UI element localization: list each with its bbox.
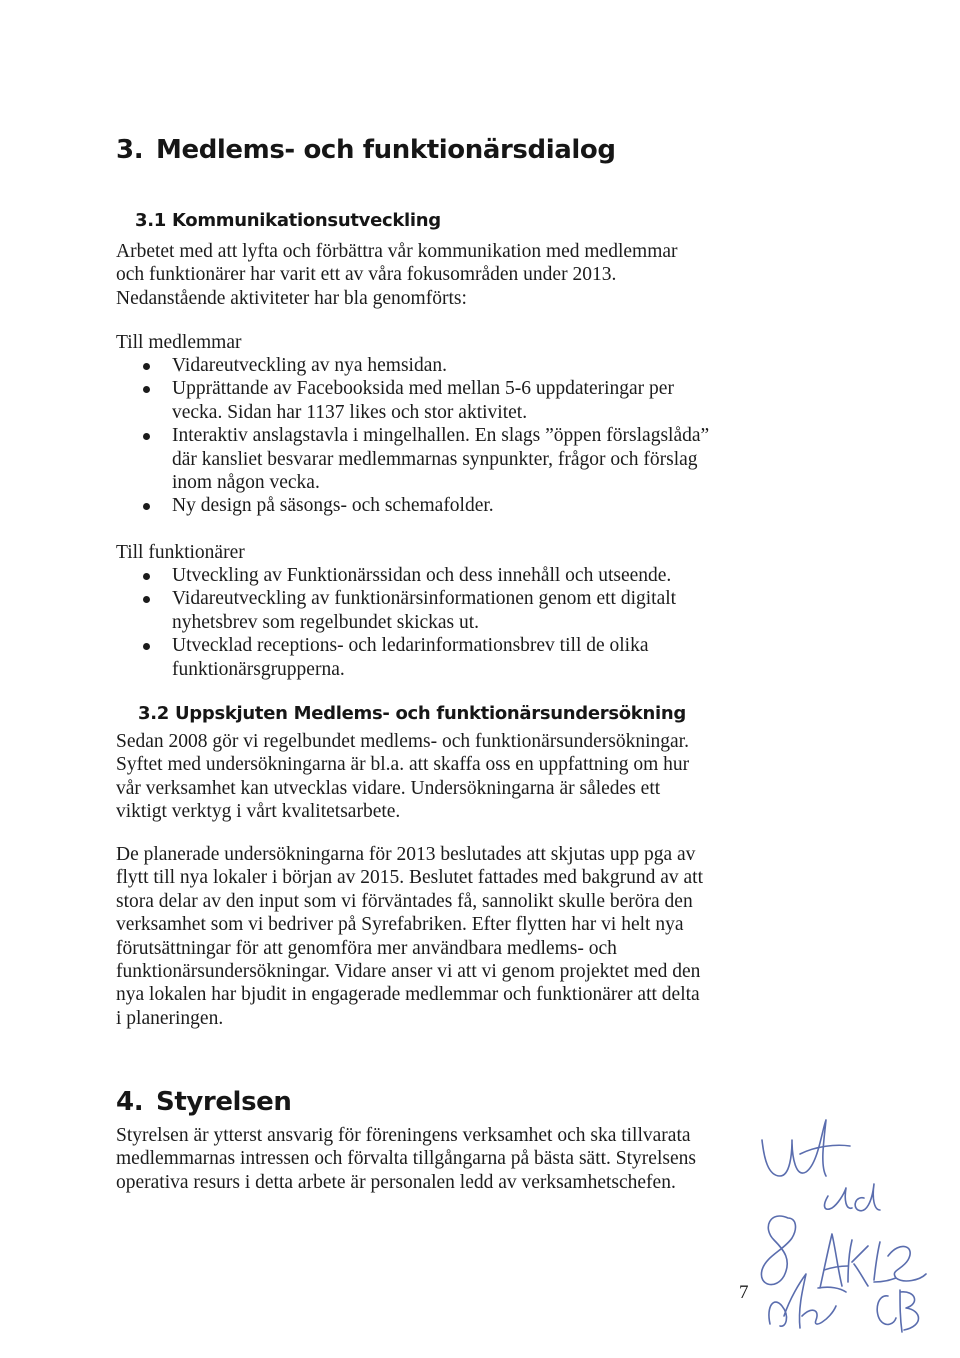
subsection-3-2-heading: 3.2 Uppskjuten Medlems- och funktionärsundersökning: [138, 703, 686, 724]
list-item-line: där kansliet besvarar medlemmarnas synpunkter, frågor och förslag: [172, 448, 698, 470]
handwritten-initials-signature: [740, 1110, 930, 1340]
subsection-3-1-intro: [116, 240, 756, 310]
members-heading: Till medlemmar: [116, 332, 242, 353]
page-number: 7: [739, 1282, 749, 1303]
members-list: [116, 354, 776, 518]
section-4-title: Styrelsen: [156, 1087, 292, 1117]
paragraph-line: stora delar av den input som vi förväntades få, sannolikt skulle beröra den: [116, 890, 693, 912]
officials-heading: Till funktionärer: [116, 542, 245, 563]
list-item: [116, 634, 776, 681]
section-3-number: 3.: [116, 135, 144, 165]
list-item: [116, 564, 776, 587]
bullet-icon: [143, 503, 150, 510]
bullet-icon: [143, 573, 150, 580]
subsection-3-1-heading: 3.1 Kommunikationsutveckling: [135, 210, 441, 231]
paragraph-line: nya lokalen har bjudit in engagerade medlemmar och funktionärer att delta: [116, 984, 700, 1006]
intro-line: Nedanstående aktiviteter har bla genomförts:: [116, 287, 467, 309]
intro-line: Arbetet med att lyfta och förbättra vår kommunikation med medlemmar: [116, 241, 678, 262]
intro-line: och funktionärer har varit ett av våra fokusområden under 2013.: [116, 264, 617, 286]
list-item: [116, 494, 776, 517]
list-item-line: vecka. Sidan har 1137 likes och stor aktivitet.: [172, 401, 528, 423]
bullet-icon: [143, 386, 150, 393]
section-4-number: 4.: [116, 1087, 144, 1117]
bullet-icon: [143, 363, 150, 370]
list-item-line: Interaktiv anslagstavla i mingelhallen. En slags ”öppen förslagslåda”: [172, 425, 710, 447]
paragraph-line: förutsättningar för att genomföra mer användbara medlems- och: [116, 937, 617, 959]
paragraph-line: vår verksamhet kan utvecklas vidare. Undersökningarna är således ett: [116, 777, 661, 799]
list-item: [116, 587, 776, 634]
paragraph-line: Sedan 2008 gör vi regelbundet medlems- och funktionärsundersökningar.: [116, 731, 689, 752]
paragraph-line: operativa resurs i detta arbete är personalen ledd av verksamhetschefen.: [116, 1171, 676, 1193]
subsection-3-2-paragraph-2: [116, 843, 756, 1030]
list-item: [116, 377, 776, 424]
list-item-line: Ny design på säsongs- och schemafolder.: [172, 495, 494, 517]
list-item-line: Vidareutveckling av nya hemsidan.: [172, 355, 447, 376]
list-item-line: Upprättande av Facebooksida med mellan 5-6 uppdateringar per: [172, 378, 674, 400]
section-4-heading: [116, 1087, 292, 1117]
list-item-line: Utveckling av Funktionärssidan och dess innehåll och utseende.: [172, 565, 672, 586]
paragraph-line: De planerade undersökningarna för 2013 beslutades att skjutas upp pga av: [116, 844, 696, 865]
list-item-line: Utvecklad receptions- och ledarinformationsbrev till de olika: [172, 635, 649, 657]
paragraph-line: viktigt verktyg i vårt kvalitetsarbete.: [116, 801, 401, 823]
section-3-title: Medlems- och funktionärsdialog: [156, 135, 616, 165]
paragraph-line: medlemmarnas intressen och förvalta tillgångarna på bästa sätt. Styrelsens: [116, 1148, 696, 1170]
bullet-icon: [143, 433, 150, 440]
list-item: [116, 424, 776, 494]
list-item-line: Vidareutveckling av funktionärsinformationen genom ett digitalt: [172, 588, 677, 610]
list-item-line: funktionärsgrupperna.: [172, 658, 345, 680]
list-item-line: nyhetsbrev som regelbundet skickas ut.: [172, 611, 480, 633]
section-4-paragraph: [116, 1124, 756, 1194]
officials-list: [116, 564, 776, 681]
paragraph-line: verksamhet som vi bedriver på Syrefabriken. Efter flytten har vi helt nya: [116, 914, 684, 936]
section-3-heading: [116, 135, 616, 165]
paragraph-line: i planeringen.: [116, 1007, 224, 1029]
paragraph-line: funktionärsundersökningar. Vidare anser vi att vi genom projektet med den: [116, 961, 701, 983]
bullet-icon: [143, 643, 150, 650]
paragraph-line: Styrelsen är ytterst ansvarig för föreningens verksamhet och ska tillvarata: [116, 1125, 691, 1146]
bullet-icon: [143, 596, 150, 603]
subsection-3-2-paragraph-1: [116, 730, 756, 824]
list-item-line: inom någon vecka.: [172, 472, 320, 494]
list-item: [116, 354, 776, 377]
paragraph-line: Syftet med undersökningarna är bl.a. att skaffa oss en uppfattning om hur: [116, 754, 690, 776]
paragraph-line: flytt till nya lokaler i början av 2015. Beslutet fattades med bakgrund av att: [116, 867, 704, 889]
